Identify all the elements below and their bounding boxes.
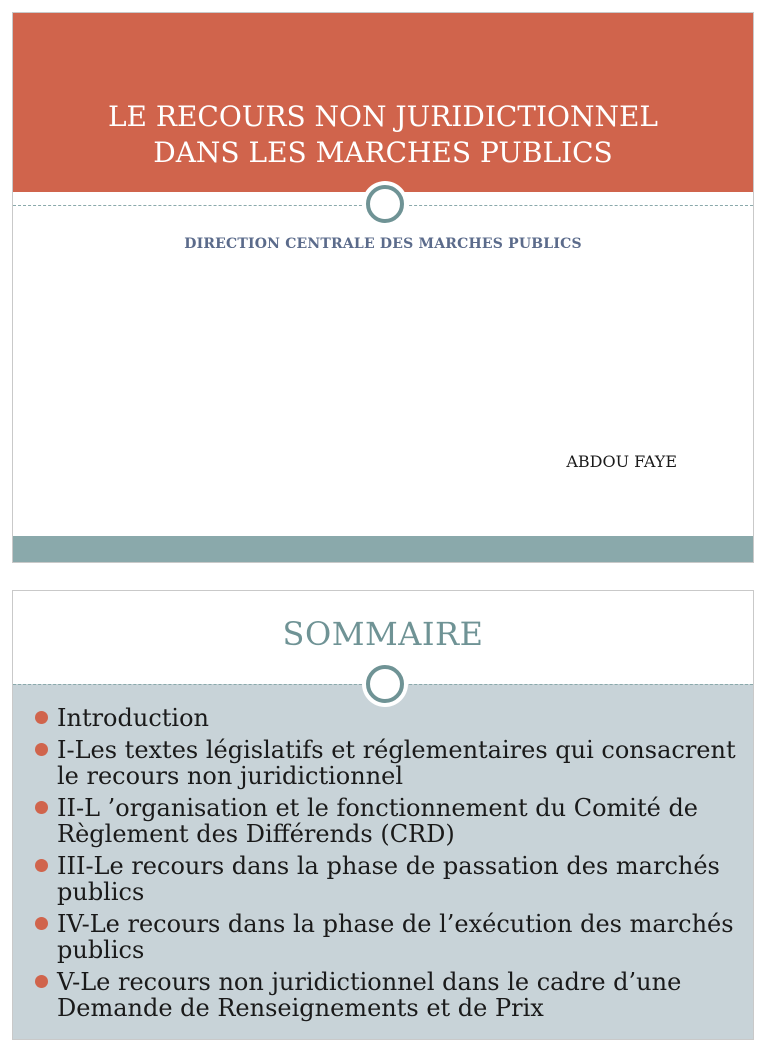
list-item <box>33 705 745 731</box>
presentation-subtitle: DIRECTION CENTRALE DES MARCHES PUBLICS <box>184 236 582 252</box>
slide-title: SOMMAIRE <box>282 615 484 653</box>
list-item <box>33 911 745 963</box>
list-item <box>33 853 745 905</box>
bullet-dot-icon <box>35 711 48 724</box>
ring-icon <box>362 661 408 707</box>
ring-inner <box>366 665 404 703</box>
list-item-text: I-Les textes législatifs et réglementaires qui consacrent le recours non juridictionnel <box>57 736 736 790</box>
presentation-title: LE RECOURS NON JURIDICTIONNEL DANS LES MARCHES PUBLICS <box>107 100 659 169</box>
list-item <box>33 795 745 847</box>
bottom-band <box>13 536 753 562</box>
list-item-text: II-L ’organisation et le fonctionnement du Comité de Règlement des Différends (CRD) <box>57 794 699 848</box>
summary-list <box>33 705 745 1027</box>
bullet-dot-icon <box>35 859 48 872</box>
list-item-text: IV-Le recours dans la phase de l’exécution des marchés publics <box>57 910 734 964</box>
list-item <box>33 737 745 789</box>
ring-inner <box>366 185 404 223</box>
list-item-text: V-Le recours non juridictionnel dans le cadre d’une Demande de Renseignements et de Prix <box>57 968 682 1022</box>
list-item-text: Introduction <box>57 704 209 732</box>
author-name: ABDOU FAYE <box>566 452 677 471</box>
bullet-dot-icon <box>35 743 48 756</box>
summary-slide <box>12 590 754 1040</box>
bullet-dot-icon <box>35 975 48 988</box>
bullet-dot-icon <box>35 917 48 930</box>
list-item-text: III-Le recours dans la phase de passation des marchés publics <box>57 852 720 906</box>
bullet-dot-icon <box>35 801 48 814</box>
title-slide <box>12 12 754 563</box>
list-item <box>33 969 745 1021</box>
ring-icon <box>362 181 408 227</box>
